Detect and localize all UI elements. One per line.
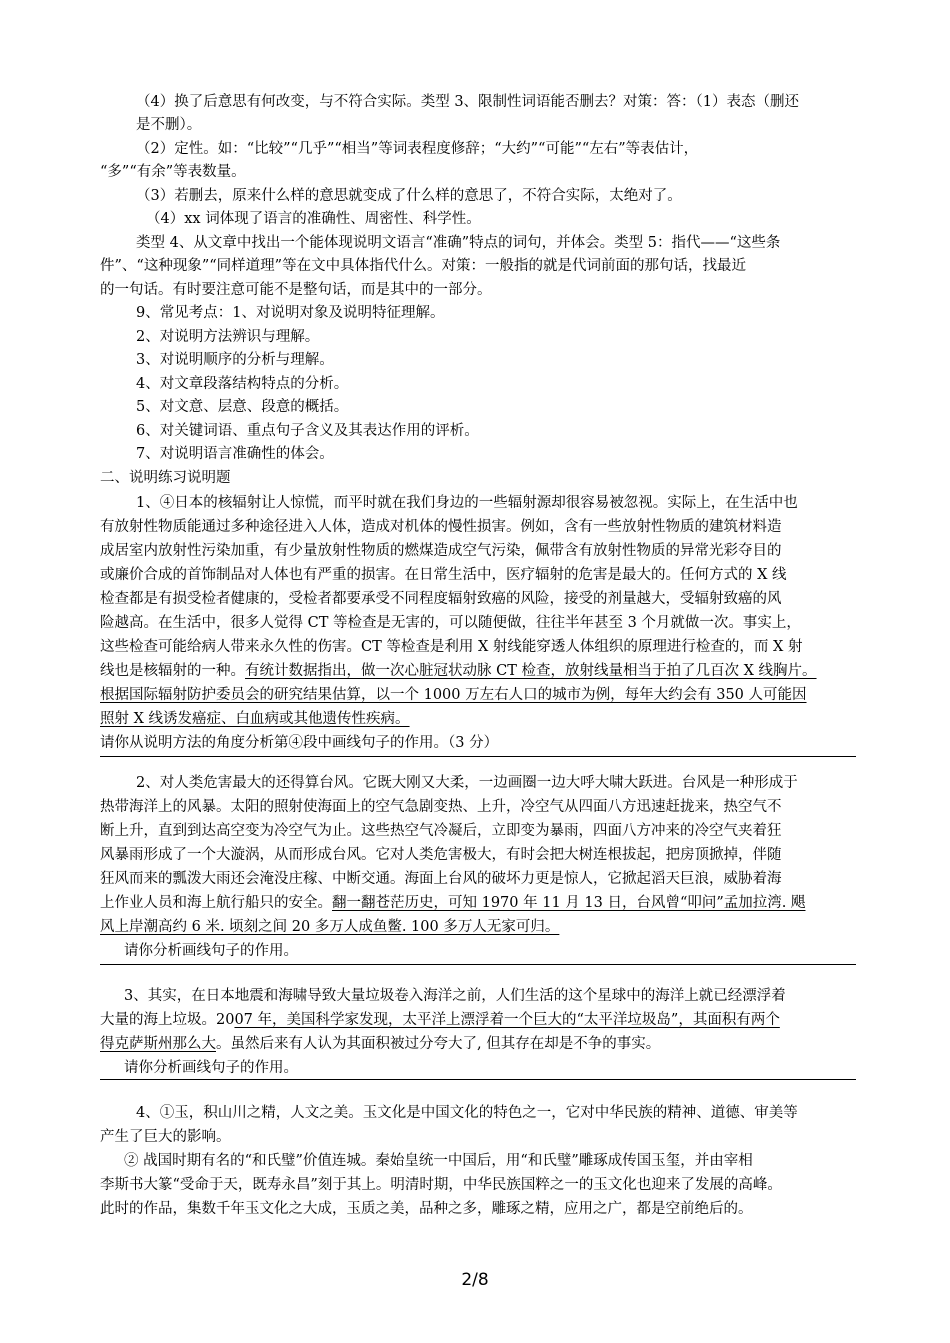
text-line: 狂风而来的瓢泼大雨还会淹没庄稼、中断交通。海面上台风的破坏力更是惊人，它掀起滔天巨浪，威胁着海 <box>100 871 782 887</box>
text-segment: 上作业人员和海上航行船只的安全。 <box>100 895 332 911</box>
text-line: 6、对关键词语、重点句子含义及其表达作用的评析。 <box>136 423 479 439</box>
text-line: 这些检查可能给病人带来永久性的伤害。CT 等检查是利用 X 射线能穿透人体组织的原理进行检查的，而 X 射 <box>100 639 803 655</box>
answer-line <box>100 964 856 965</box>
page-number: 2/8 <box>461 1270 489 1290</box>
text-line: （4）xx 词体现了语言的准确性、周密性、科学性。 <box>146 211 481 227</box>
answer-line <box>100 756 856 757</box>
underlined-sentence: 照射 X 线诱发癌症、白血病或其他遗传性疾病。 <box>100 711 410 727</box>
text-line <box>100 1010 780 1030</box>
text-line: 5、对文意、层意、段意的概括。 <box>136 399 349 415</box>
text-line: ② 战国时期有名的“和氏璧”价值连城。秦始皇统一中国后，用“和氏璧”雕琢成传国玉玺，并由宰相 <box>124 1153 753 1169</box>
text-line <box>100 661 817 681</box>
text-line: 类型 4、从文章中找出一个能体现说明文语言“准确”特点的词句，并体会。类型 5：指代——“这些条 <box>136 235 781 251</box>
text-line: 4、①玉，积山川之精，人文之美。玉文化是中国文化的特色之一，它对中华民族的精神、道德、审美等 <box>136 1105 798 1121</box>
text-line: “多”“有余”等表数量。 <box>100 164 246 180</box>
text-line: 7、对说明语言准确性的体会。 <box>136 446 334 462</box>
text-line: 险越高。在生活中，很多人觉得 CT 等检查是无害的，可以随便做，往往半年甚至 3 个月就做一次。事实上， <box>100 615 801 631</box>
question-prompt: 请你从说明方法的角度分析第④段中画线句子的作用。（3 分） <box>100 735 499 751</box>
underlined-sentence: 翻一翻苍茫历史，可知 1970 年 11 月 13 日，台风曾“叩问”孟加拉湾. 飓 <box>332 895 806 911</box>
text-line: 1、④日本的核辐射让人惊慌，而平时就在我们身边的一些辐射源却很容易被忽视。实际上，在生活中也 <box>136 495 798 511</box>
text-line: （3）若删去，原来什么样的意思就变成了什么样的意思了，不符合实际，太绝对了。 <box>136 188 682 204</box>
text-line: 此时的作品，集数千年玉文化之大成，玉质之美，品种之多，雕琢之精，应用之广，都是空前绝后的。 <box>100 1201 753 1217</box>
text-segment: 大量的海上垃圾。20 <box>100 1012 235 1028</box>
text-line: 热带海洋上的风暴。太阳的照射使海面上的空气急剧变热、上升，冷空气从四面八方迅速赶拢来，热空气不 <box>100 799 782 815</box>
underlined-sentence: 有统计数据指出，做一次心脏冠状动脉 CT 检查，放射线量相当于拍了几百次 X 线胸片。 <box>245 663 817 679</box>
underlined-sentence: 得克萨斯州那么大 <box>100 1036 216 1052</box>
question-prompt: 请你分析画线句子的作用。 <box>124 943 298 959</box>
text-line: 产生了巨大的影响。 <box>100 1129 231 1145</box>
text-line: 有放射性物质能通过多种途径进入人体，造成对机体的慢性损害。例如，含有一些放射性物质的建筑材料造 <box>100 519 782 535</box>
text-line: （2）定性。如：“比较”“几乎”“相当”等词表程度修辞；“大约”“可能”“左右”等表估计， <box>136 141 699 157</box>
text-line: 3、其实，在日本地震和海啸导致大量垃圾卷入海洋之前，人们生活的这个星球中的海洋上就已经漂浮着 <box>124 988 786 1004</box>
underlined-sentence: 风上岸潮高约 6 米. 顷刻之间 20 多万人成鱼鳖. 100 多万人无家可归。 <box>100 919 560 935</box>
text-segment: 线也是核辐射的一种。 <box>100 663 245 679</box>
text-line: 是不删）。 <box>136 117 202 133</box>
text-line: 李斯书大篆“受命于天，既寿永昌”刻于其上。明清时期，中华民族国粹之一的玉文化也迎来了发展的高峰。 <box>100 1177 782 1193</box>
text-line <box>100 1034 660 1054</box>
text-line: 或廉价合成的首饰制品对人体也有严重的损害。在日常生活中，医疗辐射的危害是最大的。任何方式的 X 线 <box>100 567 787 583</box>
text-segment: 。虽然后来有人认为其面积被过分夸大了, 但其存在却是不争的事实。 <box>216 1036 661 1052</box>
question-prompt: 请你分析画线句子的作用。 <box>124 1060 298 1076</box>
underlined-sentence: 根据国际辐射防护委员会的研究结果估算，以一个 1000 万左右人口的城市为例，每年大约会有 350 人可能因 <box>100 687 807 703</box>
text-line: 2、对说明方法辨识与理解。 <box>136 329 320 345</box>
text-line: 断上升，直到到达高空变为冷空气为止。这些热空气冷凝后，立即变为暴雨，四面八方冲来的冷空气夹着狂 <box>100 823 782 839</box>
text-line: 的一句话。有时要注意可能不是整句话，而是其中的一部分。 <box>100 282 492 298</box>
text-line: 风暴雨形成了一个大漩涡，从而形成台风。它对人类危害极大，有时会把大树连根拔起，把房顶掀掉，伴随 <box>100 847 782 863</box>
underlined-sentence: 07 年，美国科学家发现，太平洋上漂浮着一个巨大的“太平洋垃圾岛”，其面积有两个 <box>234 1012 780 1028</box>
text-line: 检查都是有损受检者健康的，受检者都要承受不同程度辐射致癌的风险，接受的剂量越大，受辐射致癌的风 <box>100 591 782 607</box>
answer-line <box>100 1079 856 1080</box>
text-line: 4、对文章段落结构特点的分析。 <box>136 376 349 392</box>
text-line: 2、对人类危害最大的还得算台风。它既大刚又大柔，一边画圈一边大呼大啸大跃进。台风是一种形成于 <box>136 775 798 791</box>
section-heading: 二、说明练习说明题 <box>100 470 231 486</box>
text-line: 件”、“这种现象”“同样道理”等在文中具体指代什么。对策：一般指的就是代词前面的那句话，找最近 <box>100 258 747 274</box>
text-line: 9、常见考点：1、对说明对象及说明特征理解。 <box>136 305 445 321</box>
text-line: （4）换了后意思有何改变，与不符合实际。类型 3、限制性词语能否删去？对策：答：（1）表态（删还 <box>136 94 800 110</box>
text-line: 3、对说明顺序的分析与理解。 <box>136 352 334 368</box>
text-line <box>100 893 806 913</box>
text-line: 成居室内放射性污染加重，有少量放射性物质的燃煤造成空气污染，佩带含有放射性物质的异常光彩夺目的 <box>100 543 782 559</box>
